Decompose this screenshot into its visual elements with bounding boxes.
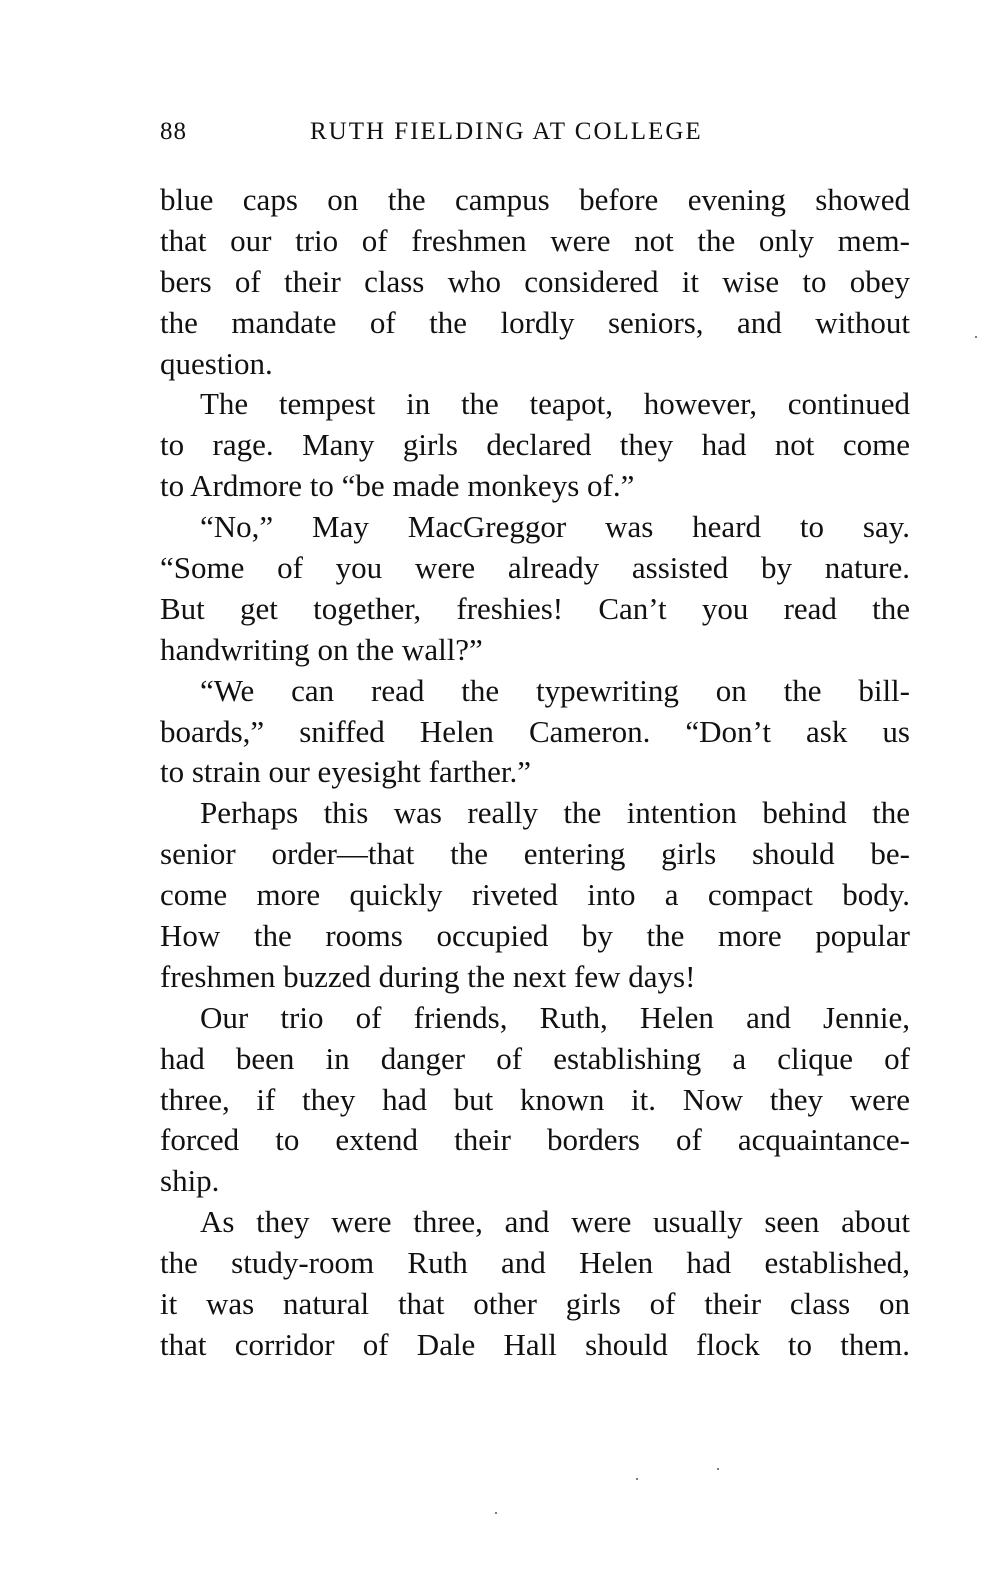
page-number: 88	[160, 118, 187, 145]
text-line: freshmen buzzed during the next few days!	[160, 958, 696, 994]
text-line: handwriting on the wall?”	[160, 631, 483, 667]
body-text	[160, 180, 910, 1366]
text-line: to strain our eyesight farther.”	[160, 754, 532, 790]
text-line: As they were three, and were usually seen about	[200, 1204, 910, 1240]
running-title: RUTH FIELDING AT COLLEGE	[310, 118, 703, 145]
text-line: it was natural that other girls of their class on	[160, 1286, 910, 1322]
text-line: to Ardmore to “be made monkeys of.”	[160, 468, 635, 504]
text-line: The tempest in the teapot, however, continued	[200, 386, 910, 422]
text-line: “Some of you were already assisted by nature.	[160, 550, 910, 586]
text-line: boards,” sniffed Helen Cameron. “Don’t ask us	[160, 713, 910, 749]
text-line: Perhaps this was really the intention behind the	[200, 795, 910, 831]
scan-speck	[717, 1468, 719, 1470]
text-line: forced to extend their borders of acquaintance-	[160, 1122, 910, 1158]
text-line: But get together, freshies! Can’t you read the	[160, 590, 910, 626]
scan-speck	[975, 336, 977, 338]
text-line: the mandate of the lordly seniors, and without	[160, 304, 910, 340]
text-line: to rage. Many girls declared they had not come	[160, 427, 910, 463]
scan-speck	[636, 1478, 638, 1480]
text-line: blue caps on the campus before evening showed	[160, 182, 910, 217]
text-line: had been in danger of establishing a clique of	[160, 1040, 910, 1076]
text-line: bers of their class who considered it wise to obey	[160, 263, 910, 299]
text-line: ship.	[160, 1163, 220, 1199]
text-line: “We can read the typewriting on the bill-	[200, 672, 910, 708]
text-line: senior order—that the entering girls should be-	[160, 836, 910, 872]
text-line: How the rooms occupied by the more popular	[160, 918, 910, 954]
text-line: question.	[160, 345, 273, 381]
text-line: come more quickly riveted into a compact body.	[160, 877, 910, 913]
text-line: “No,” May MacGreggor was heard to say.	[200, 509, 910, 545]
text-line: three, if they had but known it. Now they were	[160, 1081, 910, 1117]
text-line: the study-room Ruth and Helen had established,	[160, 1245, 910, 1281]
running-head	[160, 118, 910, 154]
text-line: that our trio of freshmen were not the only mem-	[160, 222, 910, 258]
text-line: Our trio of friends, Ruth, Helen and Jennie,	[200, 999, 910, 1035]
text-line: that corridor of Dale Hall should flock to them.	[160, 1326, 910, 1362]
scan-speck	[495, 1512, 497, 1514]
